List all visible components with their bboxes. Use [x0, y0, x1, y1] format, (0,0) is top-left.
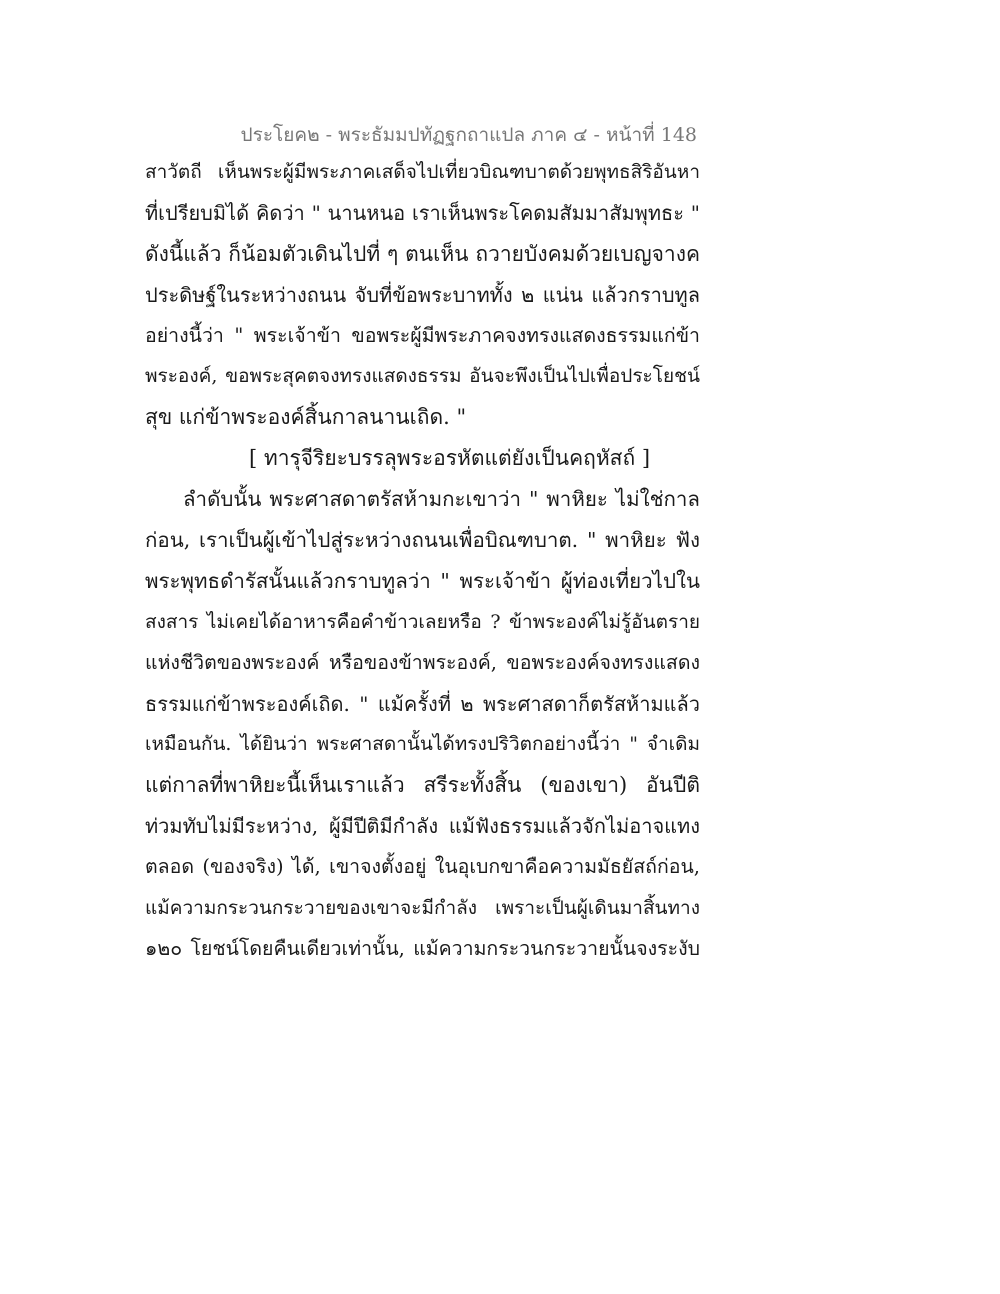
section-heading: [ ทารุจีริยะบรรลุพระอรหัตแต่ยังเป็นคฤหัสถ์ ] — [249, 446, 651, 471]
text-line: แต่กาลที่พาหิยะนี้เห็นเราแล้ว สรีระทั้งสิ้น (ของเขา) อันปีติ — [145, 773, 700, 798]
text-line: อย่างนี้ว่า " พระเจ้าข้า ขอพระผู้มีพระภาคจงทรงแสดงธรรมแก่ข้า — [145, 323, 700, 347]
text-line: ก่อน, เราเป็นผู้เข้าไปสู่ระหว่างถนนเพื่อบิณฑบาต. " พาหิยะ ฟัง — [145, 528, 700, 553]
running-header: ประโยค๒ - พระธัมมปทัฏฐกถาแปล ภาค ๔ - หน้าที่ 148 — [240, 124, 697, 146]
text-line: ที่เปรียบมิได้ คิดว่า " นานหนอ เราเห็นพระโคดมสัมมาสัมพุทธะ " — [145, 200, 700, 225]
text-line: ๑๒๐ โยชน์โดยคืนเดียวเท่านั้น, แม้ความกระวนกระวายนั้นจงระงับ — [145, 936, 700, 960]
text-line: แม้ความกระวนกระวายของเขาจะมีกำลัง เพราะเป็นผู้เดินมาสิ้นทาง — [145, 897, 700, 920]
text-line: ท่วมทับไม่มีระหว่าง, ผู้มีปีติมีกำลัง แม้ฟังธรรมแล้วจักไม่อาจแทง — [145, 814, 700, 839]
text-line: เหมือนกัน. ได้ยินว่า พระศาสดานั้นได้ทรงปริวิตกอย่างนี้ว่า " จำเดิม — [145, 733, 700, 756]
text-line: สุข แก่ข้าพระองค์สิ้นกาลนานเถิด. " — [145, 405, 467, 430]
text-line: พระพุทธดำรัสนั้นแล้วกราบทูลว่า " พระเจ้าข้า ผู้ท่องเที่ยวไปใน — [145, 568, 700, 593]
text-line: แห่งชีวิตของพระองค์ หรือของข้าพระองค์, ขอพระองค์จงทรงแสดง — [145, 650, 700, 674]
text-line: พระองค์, ขอพระสุคตจงทรงแสดงธรรม อันจะพึงเป็นไปเพื่อประโยชน์ — [145, 365, 700, 388]
body-text — [145, 152, 700, 970]
text-line: สงสาร ไม่เคยได้อาหารคือคำข้าวเลยหรือ ? ข้าพระองค์ไม่รู้อันตราย — [145, 610, 700, 633]
text-line: ดังนี้แล้ว ก็น้อมตัวเดินไปที่ ๆ ตนเห็น ถวายบังคมด้วยเบญจางค — [145, 241, 700, 266]
text-line: ประดิษฐ์ในระหว่างถนน จับที่ข้อพระบาททั้ง ๒ แน่น แล้วกราบทูล — [145, 282, 700, 307]
text-line: ธรรมแก่ข้าพระองค์เถิด. " แม้ครั้งที่ ๒ พระศาสดาก็ตรัสห้ามแล้ว — [145, 691, 700, 716]
text-line: สาวัตถี เห็นพระผู้มีพระภาคเสด็จไปเที่ยวบิณฑบาตด้วยพุทธสิริอันหา — [145, 161, 700, 183]
text-line: ตลอด (ของจริง) ได้, เขาจงตั้งอยู่ ในอุเบกขาคือความมัธยัสถ์ก่อน, — [145, 855, 700, 879]
text-line: ลำดับนั้น พระศาสดาตรัสห้ามกะเขาว่า " พาหิยะ ไม่ใช่กาล — [183, 487, 700, 512]
